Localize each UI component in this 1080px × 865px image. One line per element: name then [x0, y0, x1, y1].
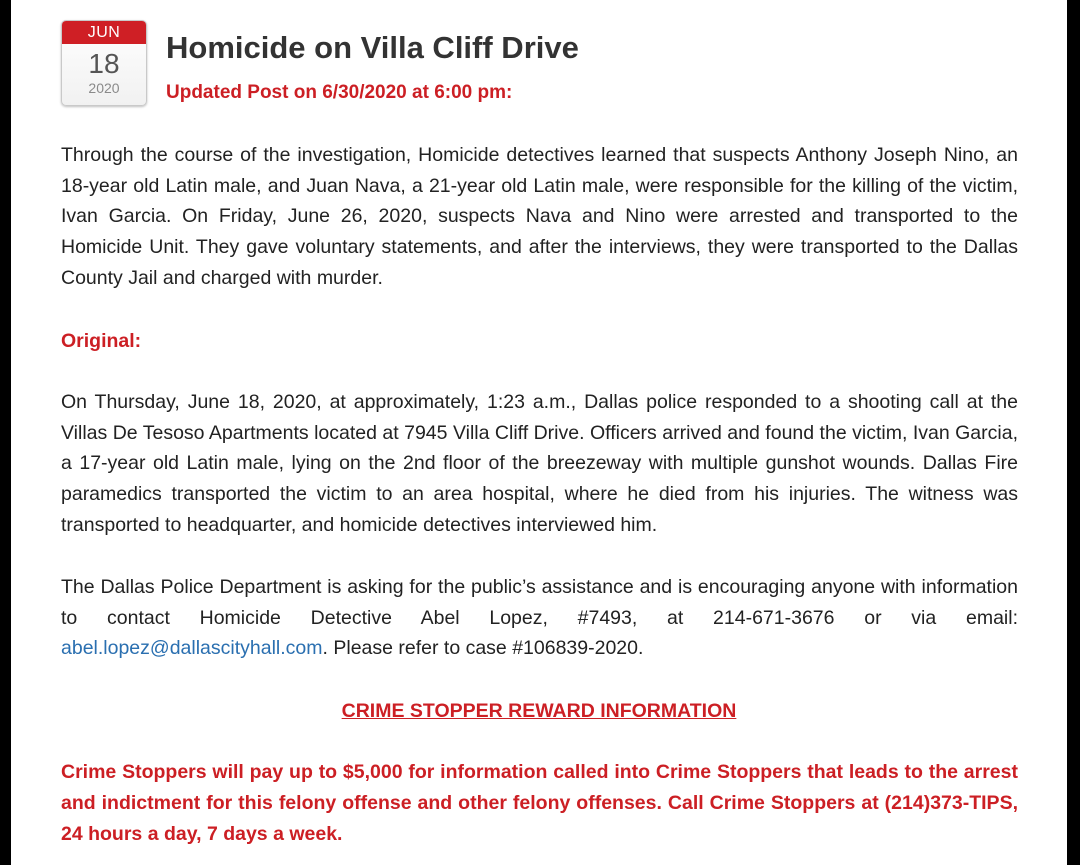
updated-post-label: Updated Post on 6/30/2020 at 6:00 pm: [166, 82, 513, 103]
case-reference: . Please refer to case #106839-2020. [322, 637, 644, 660]
contact-text: The Dallas Police Department is asking for the public’s assistance and is encouraging anyone with information to contact Homicide Detective Abel Lopez, #7493, at 214-671-3676 or via email: [61, 576, 1018, 629]
reward-body: Crime Stoppers will pay up to $5,000 for information called into Crime Stoppers that leads to the arrest and indictment for this felony offense and other felony offenses. Call Crime Stoppers at (214)373-TIPS, 24 hours a day, 7 days a week. [61, 761, 1018, 845]
reward-heading: CRIME STOPPER REWARD INFORMATION [341, 700, 737, 722]
contact-email-link[interactable]: abel.lopez@dallascityhall.com [61, 637, 323, 660]
date-badge [61, 20, 147, 106]
update-paragraph: Through the course of the investigation, Homicide detectives learned that suspects Anthony Joseph Nino, an 18-year old Latin male, and Juan Nava, a 21-year old Latin male, were responsible for the killing of the victim, Ivan Garcia. On Friday, June 26, 2020, suspects Nava and Nino were arrested and transported to the Homicide Unit. They gave voluntary statements, and after the interviews, they were transported to the Dallas County Jail and charged with murder. [61, 144, 1018, 289]
post-title: Homicide on Villa Cliff Drive [166, 30, 579, 65]
date-badge-month: JUN [62, 21, 146, 44]
article-page [11, 0, 1067, 865]
date-badge-day: 18 [88, 48, 120, 79]
original-paragraph: On Thursday, June 18, 2020, at approximately, 1:23 a.m., Dallas police responded to a shooting call at the Villas De Tesoso Apartments located at 7945 Villa Cliff Drive. Officers arrived and found the victim, Ivan Garcia, a 17-year old Latin male, lying on the 2nd floor of the breezeway with multiple gunshot wounds. Dallas Fire paramedics transported the victim to an area hospital, where he died from his injuries. The witness was transported to headquarter, and homicide detectives interviewed him. [61, 391, 1018, 536]
contact-paragraph [61, 572, 1018, 664]
date-badge-year: 2020 [88, 80, 120, 96]
original-label: Original: [61, 330, 142, 352]
